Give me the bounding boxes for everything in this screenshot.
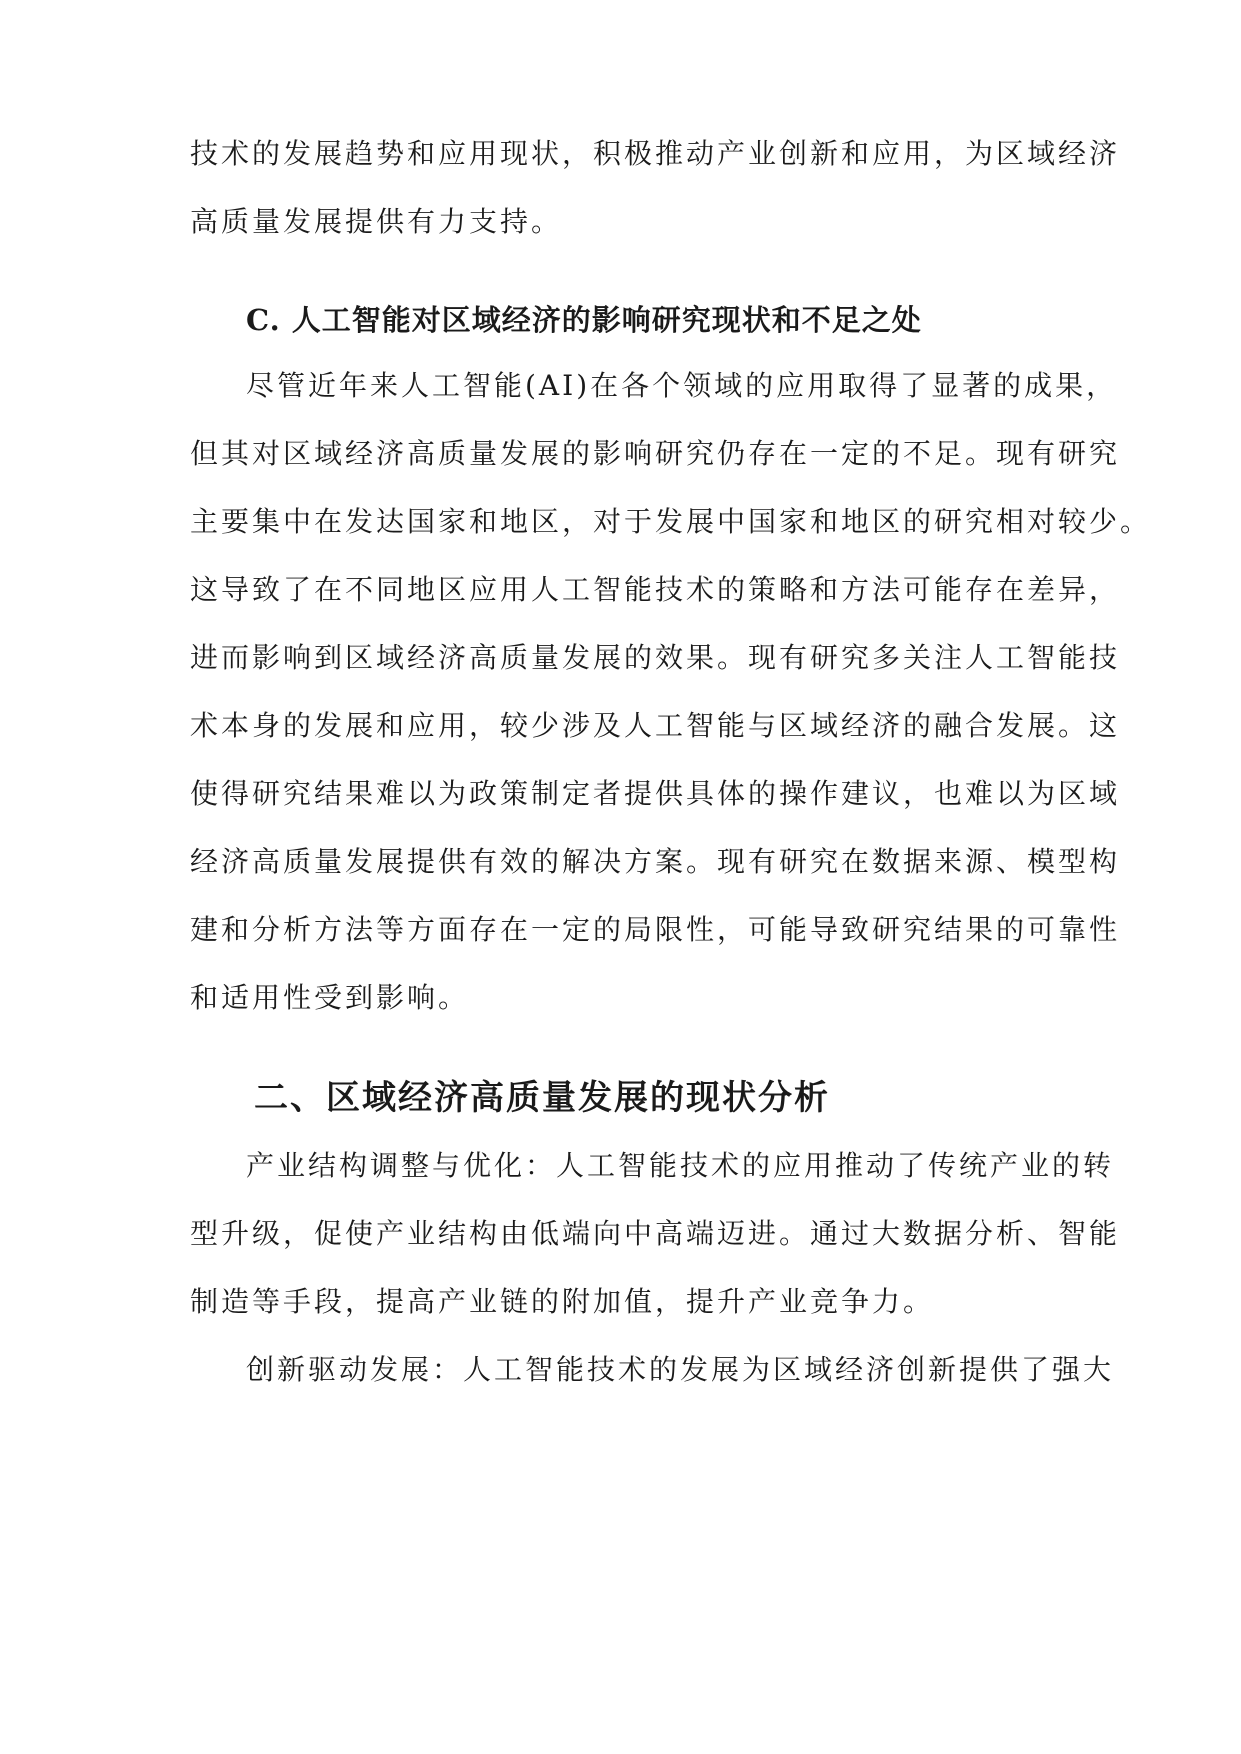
section-c-heading: C. 人工智能对区域经济的影响研究现状和不足之处 [246,303,922,337]
section-c-line-3: 主要集中在发达国家和地区，对于发展中国家和地区的研究相对较少。 [190,505,1152,538]
intro-line-2: 高质量发展提供有力支持。 [190,205,563,238]
section-c-line-1: 尽管近年来人工智能(AI)在各个领域的应用取得了显著的成果， [246,369,1118,402]
section-2-p2-line-1: 创新驱动发展：人工智能技术的发展为区域经济创新提供了强大 [246,1353,1115,1386]
section-c-line-8: 经济高质量发展提供有效的解决方案。现有研究在数据来源、模型构 [190,845,1121,878]
section-c-line-5: 进而影响到区域经济高质量发展的效果。现有研究多关注人工智能技 [190,641,1121,674]
section-c-line-9: 建和分析方法等方面存在一定的局限性，可能导致研究结果的可靠性 [190,913,1121,946]
section-c-line-6: 术本身的发展和应用，较少涉及人工智能与区域经济的融合发展。这 [190,709,1121,742]
intro-line-1: 技术的发展趋势和应用现状，积极推动产业创新和应用，为区域经济 [190,137,1121,170]
section-2-heading: 二、区域经济高质量发展的现状分析 [254,1078,830,1118]
section-c-line-2: 但其对区域经济高质量发展的影响研究仍存在一定的不足。现有研究 [190,437,1121,470]
section-c-line-4: 这导致了在不同地区应用人工智能技术的策略和方法可能存在差异， [190,573,1121,606]
section-2-p1-line-2: 型升级，促使产业结构由低端向中高端迈进。通过大数据分析、智能 [190,1217,1121,1250]
section-2-p1-line-1: 产业结构调整与优化：人工智能技术的应用推动了传统产业的转 [246,1149,1115,1182]
section-c-line-7: 使得研究结果难以为政策制定者提供具体的操作建议，也难以为区域 [190,777,1121,810]
section-c-line-10: 和适用性受到影响。 [190,981,470,1014]
section-2-p1-line-3: 制造等手段，提高产业链的附加值，提升产业竞争力。 [190,1285,935,1318]
